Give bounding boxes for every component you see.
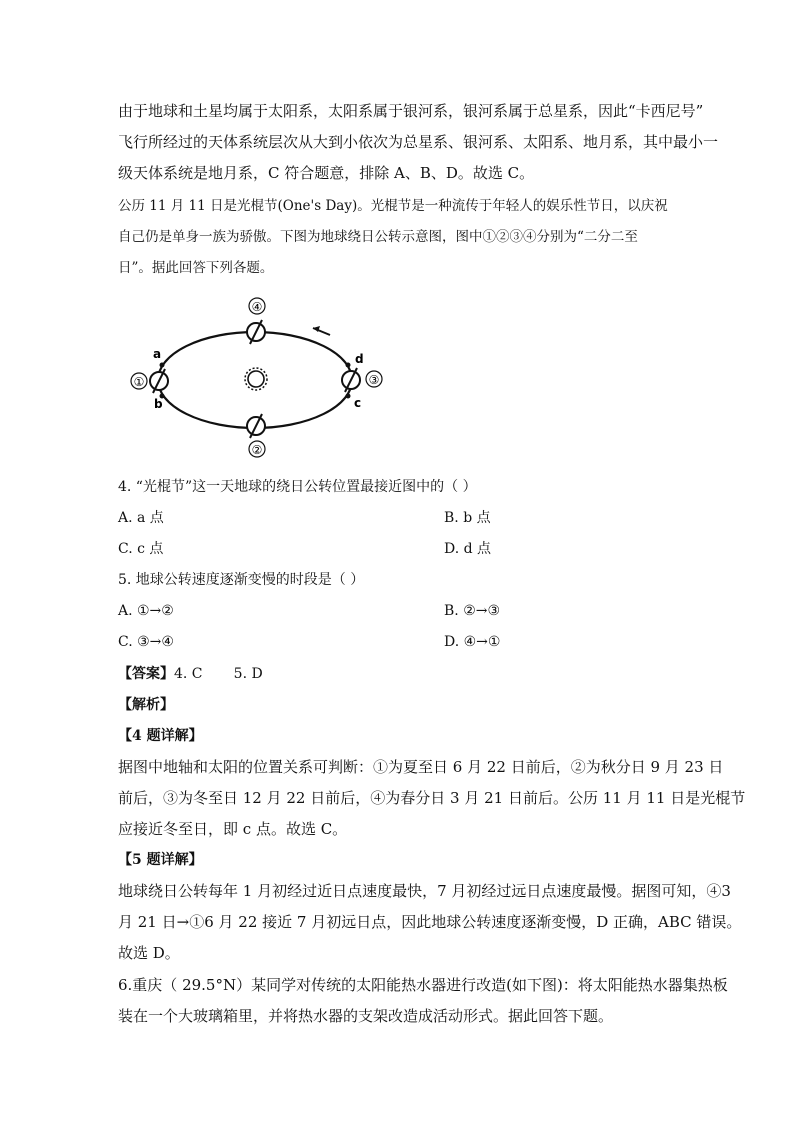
q5-option-d: D. ④→① (444, 634, 501, 650)
q5-option-b: B. ②→③ (444, 603, 501, 619)
q6-line-2: 装在一个大玻璃箱里，并将热水器的支架改造成活动形式。据此回答下题。 (118, 1007, 614, 1025)
q5-detail-line-3: 故选 D。 (118, 944, 180, 962)
orbit-ellipse (158, 332, 352, 428)
passage-line-1: 公历 11 月 11 日是光棍节(One's Day)。光棍节是一种流传于年轻人的娱乐性节日，以庆祝 (118, 198, 668, 214)
earth-position-3 (342, 368, 360, 392)
q5-detail-label: 【5 题详解】 (118, 852, 203, 868)
q5-detail-line-1: 地球绕日公转每年 1 月初经过近日点速度最快，7 月初经过远日点速度最慢。据图可知，④3 (118, 882, 731, 900)
label-pos1: ① (133, 375, 145, 389)
answer-label: 【答案】 (118, 666, 174, 682)
passage-line-3: 日”。据此回答下列各题。 (118, 260, 274, 276)
label-point-b: b (154, 397, 163, 411)
q4-detail-line-1: 据图中地轴和太阳的位置关系可判断：①为夏至日 6 月 22 日前后，②为秋分日 9 月 23 日 (118, 758, 724, 776)
orbit-diagram (0, 290, 794, 470)
q5-stem: 5. 地球公转速度逐渐变慢的时段是（ ） (118, 572, 365, 588)
sun-icon (245, 368, 267, 390)
label-pos4: ④ (251, 300, 263, 314)
q5-option-c: C. ③→④ (118, 634, 174, 650)
intro-line-2: 飞行所经过的天体系统层次从大到小依次为总星系、银河系、太阳系、地月系，其中最小一 (118, 133, 719, 151)
q5-detail-line-2: 月 21 日→①6 月 22 接近 7 月初远日点，因此地球公转速度逐渐变慢，D 正确，ABC 错误。 (118, 913, 742, 931)
label-point-c: c (354, 396, 362, 410)
label-pos3: ③ (368, 373, 380, 387)
passage-line-2: 自己仍是单身一族为骄傲。下图为地球绕日公转示意图，图中①②③④分别为“二分二至 (118, 229, 638, 245)
label-pos2: ② (251, 443, 263, 457)
q4-option-a: A. a 点 (118, 510, 164, 526)
analysis-label: 【解析】 (118, 697, 174, 713)
intro-line-3: 级天体系统是地月系，C 符合题意，排除 A、B、D。故选 C。 (118, 164, 535, 182)
q4-detail-line-2: 前后，③为冬至日 12 月 22 日前后，④为春分日 3 月 21 日前后。公历 11 月 11 日是光棍节 (118, 789, 746, 807)
q4-stem: 4. “光棍节”这一天地球的绕日公转位置最接近图中的（ ） (118, 479, 477, 495)
label-point-a: a (153, 347, 162, 361)
revolution-direction-arrow-icon (313, 326, 330, 335)
answer-row (118, 664, 263, 684)
q4-detail-label: 【4 题详解】 (118, 728, 203, 744)
earth-position-4 (247, 320, 265, 344)
q6-line-1: 6.重庆（ 29.5°N）某同学对传统的太阳能热水器进行改造(如下图)：将太阳能热水器集热板 (118, 976, 728, 994)
label-point-d: d (355, 352, 364, 366)
q4-option-b: B. b 点 (444, 510, 491, 526)
q4-option-d: D. d 点 (444, 541, 492, 557)
q5-option-a: A. ①→② (118, 603, 174, 619)
answer-value: 4. C 5. D (174, 666, 263, 682)
intro-line-1: 由于地球和土星均属于太阳系，太阳系属于银河系，银河系属于总星系，因此“卡西尼号” (118, 102, 704, 120)
q4-option-c: C. c 点 (118, 541, 164, 557)
earth-position-2 (247, 414, 265, 438)
earth-position-1 (150, 369, 168, 393)
q4-detail-line-3: 应接近冬至日，即 c 点。故选 C。 (118, 820, 348, 838)
